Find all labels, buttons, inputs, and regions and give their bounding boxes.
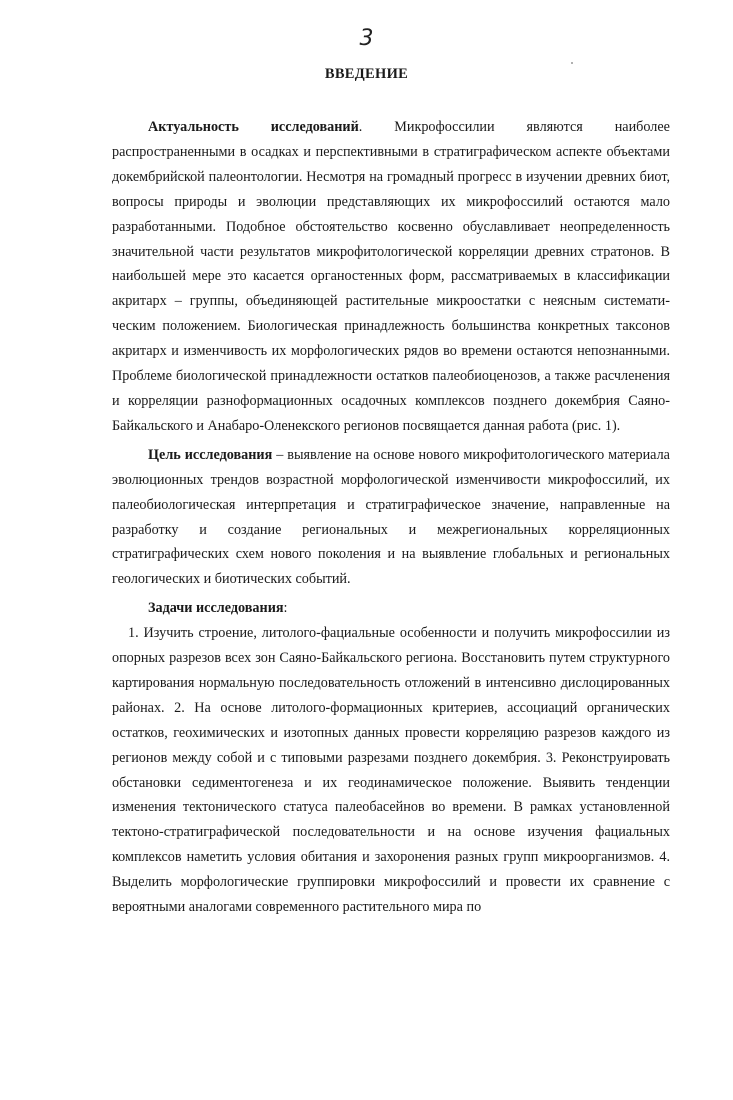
goal-paragraph [112,443,670,592]
page-number: 3 [359,26,374,51]
scan-speck [571,62,573,64]
relevance-text: . Микрофоссилии являются наиболее распространенными в осадках и перспективными в стратиграфическом аспекте объектами докембрийской палеонтологии. Несмотря на громадный прогресс в изучении древних биот, вопросы природы и эволюции представляющих их микрофоссилий остаются мало разработанными. Подобное обстоятельство косвенно обуславливает неопределенность значительной части результатов микрофитологической корреляции древних стратонов. В наибольшей мере это касается органостенных форм, рассматриваемых в классификации акритарх – группы, объединяющей растительные микроостатки с неясным системати-ческим положением. Биологическая принадлежность большинства конкретных таксонов акритарх и изменчивость их морфологических рядов во времени остаются непознанными. Проблеме биологической принадлежности остатков палеобиоценозов, а также расчленения и корреляции разноформационных осадочных комплексов позднего докембрия Саяно-Байкальского и Анабаро-Оленекского регионов посвящается данная работа (рис. 1). [112,119,670,434]
goal-text: – выявление на основе нового микрофитологического материала эволюционных трендов возрастной морфологической изменчивости микрофоссилий, их палеобиологическая интерпретация и стратиграфическое значение, направленные на разработку и создание региональных и межрегиональных корреляционных стратиграфических схем нового поколения и на выявление глобальных и региональных геологических и биотических событий. [112,446,670,588]
tasks-paragraph: 1. Изучить строение, литолого-фациальные особенности и получить микрофоссилии из опорных разрезов всех зон Саяно-Байкальского региона. Восстановить путем структурного картирования нормальную последовательность отложений в интенсивно дислоцированных районах. 2. На основе литолого-формационных критериев, ассоциаций органических остатков, геохимических и изотопных данных провести корреляцию разрезов каждого из регионов между собой и с типовыми разрезами позднего докембрия. 3. Реконструировать обстановки седиментогенеза и их геодинамическое положение. Выявить тенденции изменения тектонического статуса палеобасейнов во времени. В рамках установленной тектоно-стратиграфической последовательности и на основе изучения фациальных комплексов наметить условия обитания и захоронения разных групп микроорганизмов. 4. Выделить морфологические группировки микрофоссилий и провести их сравнение с вероятными аналогами современного растительного мира по [112,625,670,916]
tasks-colon: : [283,600,288,617]
tasks-label: Задачи исследования [148,600,284,617]
relevance-label: Актуальность исследований [148,119,359,135]
relevance-paragraph [112,115,670,439]
body-text [112,115,670,920]
tasks-heading [112,596,670,621]
page-title: ВВЕДЕНИЕ [324,66,409,82]
goal-label: Цель исследования [148,446,273,463]
